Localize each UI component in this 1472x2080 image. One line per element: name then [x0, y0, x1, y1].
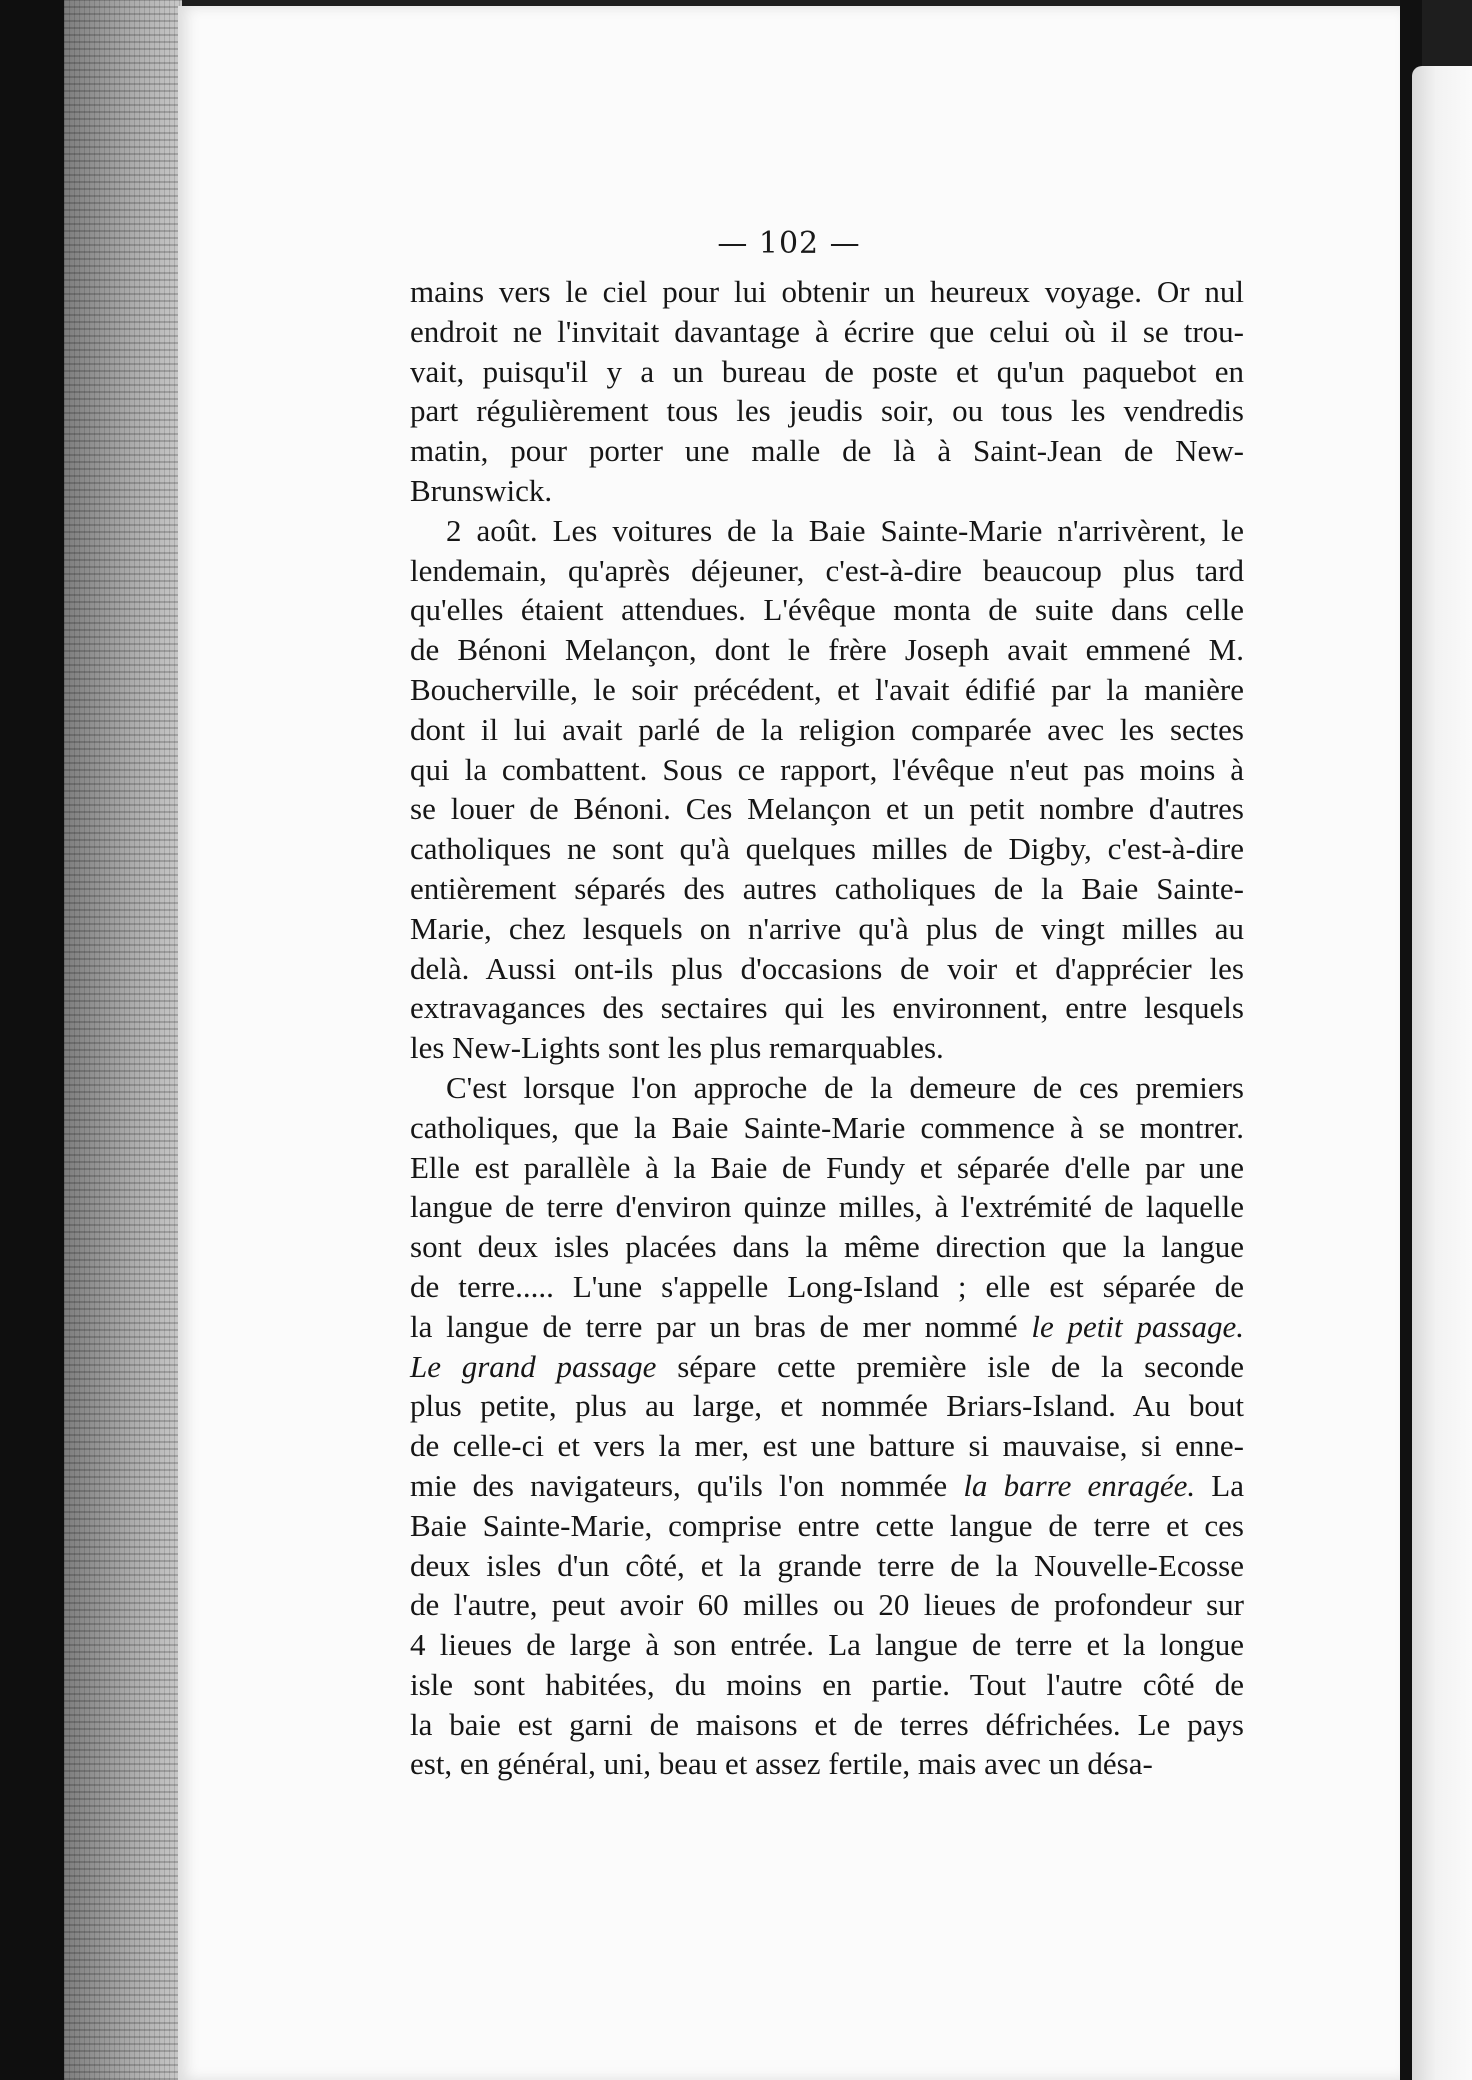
paragraph [410, 511, 1244, 1068]
text-line: isle sont habitées, du moins en partie. Tout l'autre côté de [410, 1666, 1244, 1702]
text-line: catholiques, que la Baie Sainte-Marie commence à se montrer. [410, 1109, 1244, 1145]
text-line: de Bénoni Melançon, dont le frère Joseph avait emmené M. [410, 632, 1244, 668]
text-line: mains vers le ciel pour lui obtenir un heureux voyage. Or nul [410, 274, 1244, 309]
text-line: deux isles d'un côté, et la grande terre de la Nouvelle-Ecosse [410, 1547, 1244, 1583]
text-line: de celle-ci et vers la mer, est une batture si mauvaise, si enne- [410, 1428, 1244, 1464]
book-binding [0, 0, 64, 2080]
text-line: langue de terre d'environ quinze milles, à l'extrémité de laquelle [410, 1189, 1244, 1225]
text-line: se louer de Bénoni. Ces Melançon et un petit nombre d'autres [410, 791, 1244, 827]
text-line: entièrement séparés des autres catholiques de la Baie Sainte- [410, 870, 1244, 906]
next-page-edge [1412, 66, 1472, 2080]
text-line: Boucherville, le soir précédent, et l'avait édifié par la manière [410, 671, 1244, 707]
text-line: part régulièrement tous les jeudis soir, ou tous les vendredis [410, 393, 1244, 429]
text-line: plus petite, plus au large, et nommée Briars-Island. Au bout [410, 1388, 1244, 1424]
text-line: matin, pour porter une malle de là à Saint-Jean de New- [410, 433, 1244, 469]
text-line: endroit ne l'invitait davantage à écrire que celui où il se trou- [410, 313, 1244, 349]
text-line: Elle est parallèle à la Baie de Fundy et séparée d'elle par une [410, 1149, 1244, 1185]
text-line: qu'elles étaient attendues. L'évêque monta de suite dans celle [410, 592, 1244, 628]
text-line: lendemain, qu'après déjeuner, c'est-à-dire beaucoup plus tard [410, 552, 1244, 588]
text-line: mie des navigateurs, qu'ils l'on nommée la barre enragée. La [410, 1467, 1244, 1503]
text-line: 4 lieues de large à son entrée. La langue de terre et la longue [410, 1627, 1244, 1663]
italic-term: la barre enragée. [963, 1467, 1196, 1503]
text-line: Le grand passage sépare cette première isle de la seconde [410, 1348, 1245, 1384]
text-line: C'est lorsque l'on approche de la demeure de ces premiers [446, 1069, 1244, 1105]
text-line: de l'autre, peut avoir 60 milles ou 20 lieues de profondeur sur [410, 1587, 1244, 1623]
text-line: la baie est garni de maisons et de terres défrichées. Le pays [410, 1706, 1244, 1742]
text-line: sont deux isles placées dans la même direction que la langue [410, 1229, 1244, 1265]
paragraph [410, 272, 1244, 511]
text-line: vait, puisqu'il y a un bureau de poste et qu'un paquebot en [410, 353, 1244, 389]
text-line: catholiques ne sont qu'à quelques milles de Digby, c'est-à-dire [410, 831, 1244, 867]
text-line: dont il lui avait parlé de la religion comparée avec les sectes [410, 711, 1244, 747]
text-line: 2 août. Les voitures de la Baie Sainte-Marie n'arrivèrent, le [446, 512, 1244, 548]
body-text [410, 272, 1244, 1784]
text-line: Marie, chez lesquels on n'arrive qu'à plus de vingt milles au [410, 910, 1244, 946]
text-line: Baie Sainte-Marie, comprise entre cette langue de terre et ces [410, 1507, 1244, 1543]
text-line: qui la combattent. Sous ce rapport, l'évêque n'eut pas moins à [410, 751, 1244, 787]
page-number: — 102 — [717, 226, 861, 261]
left-page-edge [64, 0, 182, 2080]
book-page [178, 6, 1400, 2080]
text-line: de terre..... L'une s'appelle Long-Island ; elle est séparée de [410, 1268, 1244, 1304]
text-line: la langue de terre par un bras de mer nommé le petit passage. [410, 1308, 1244, 1344]
text-line: extravagances des sectaires qui les environnent, entre lesquels [410, 990, 1244, 1026]
text-line: est, en général, uni, beau et assez fertile, mais avec un désa- [410, 1746, 1153, 1782]
paragraph [410, 1068, 1244, 1784]
text-line: les New-Lights sont les plus remarquables. [410, 1030, 944, 1066]
italic-term: Le grand passage [410, 1348, 657, 1384]
italic-term: le petit passage. [1031, 1308, 1244, 1344]
text-line: Brunswick. [410, 472, 553, 508]
text-line: delà. Aussi ont-ils plus d'occasions de voir et d'apprécier les [410, 950, 1244, 986]
